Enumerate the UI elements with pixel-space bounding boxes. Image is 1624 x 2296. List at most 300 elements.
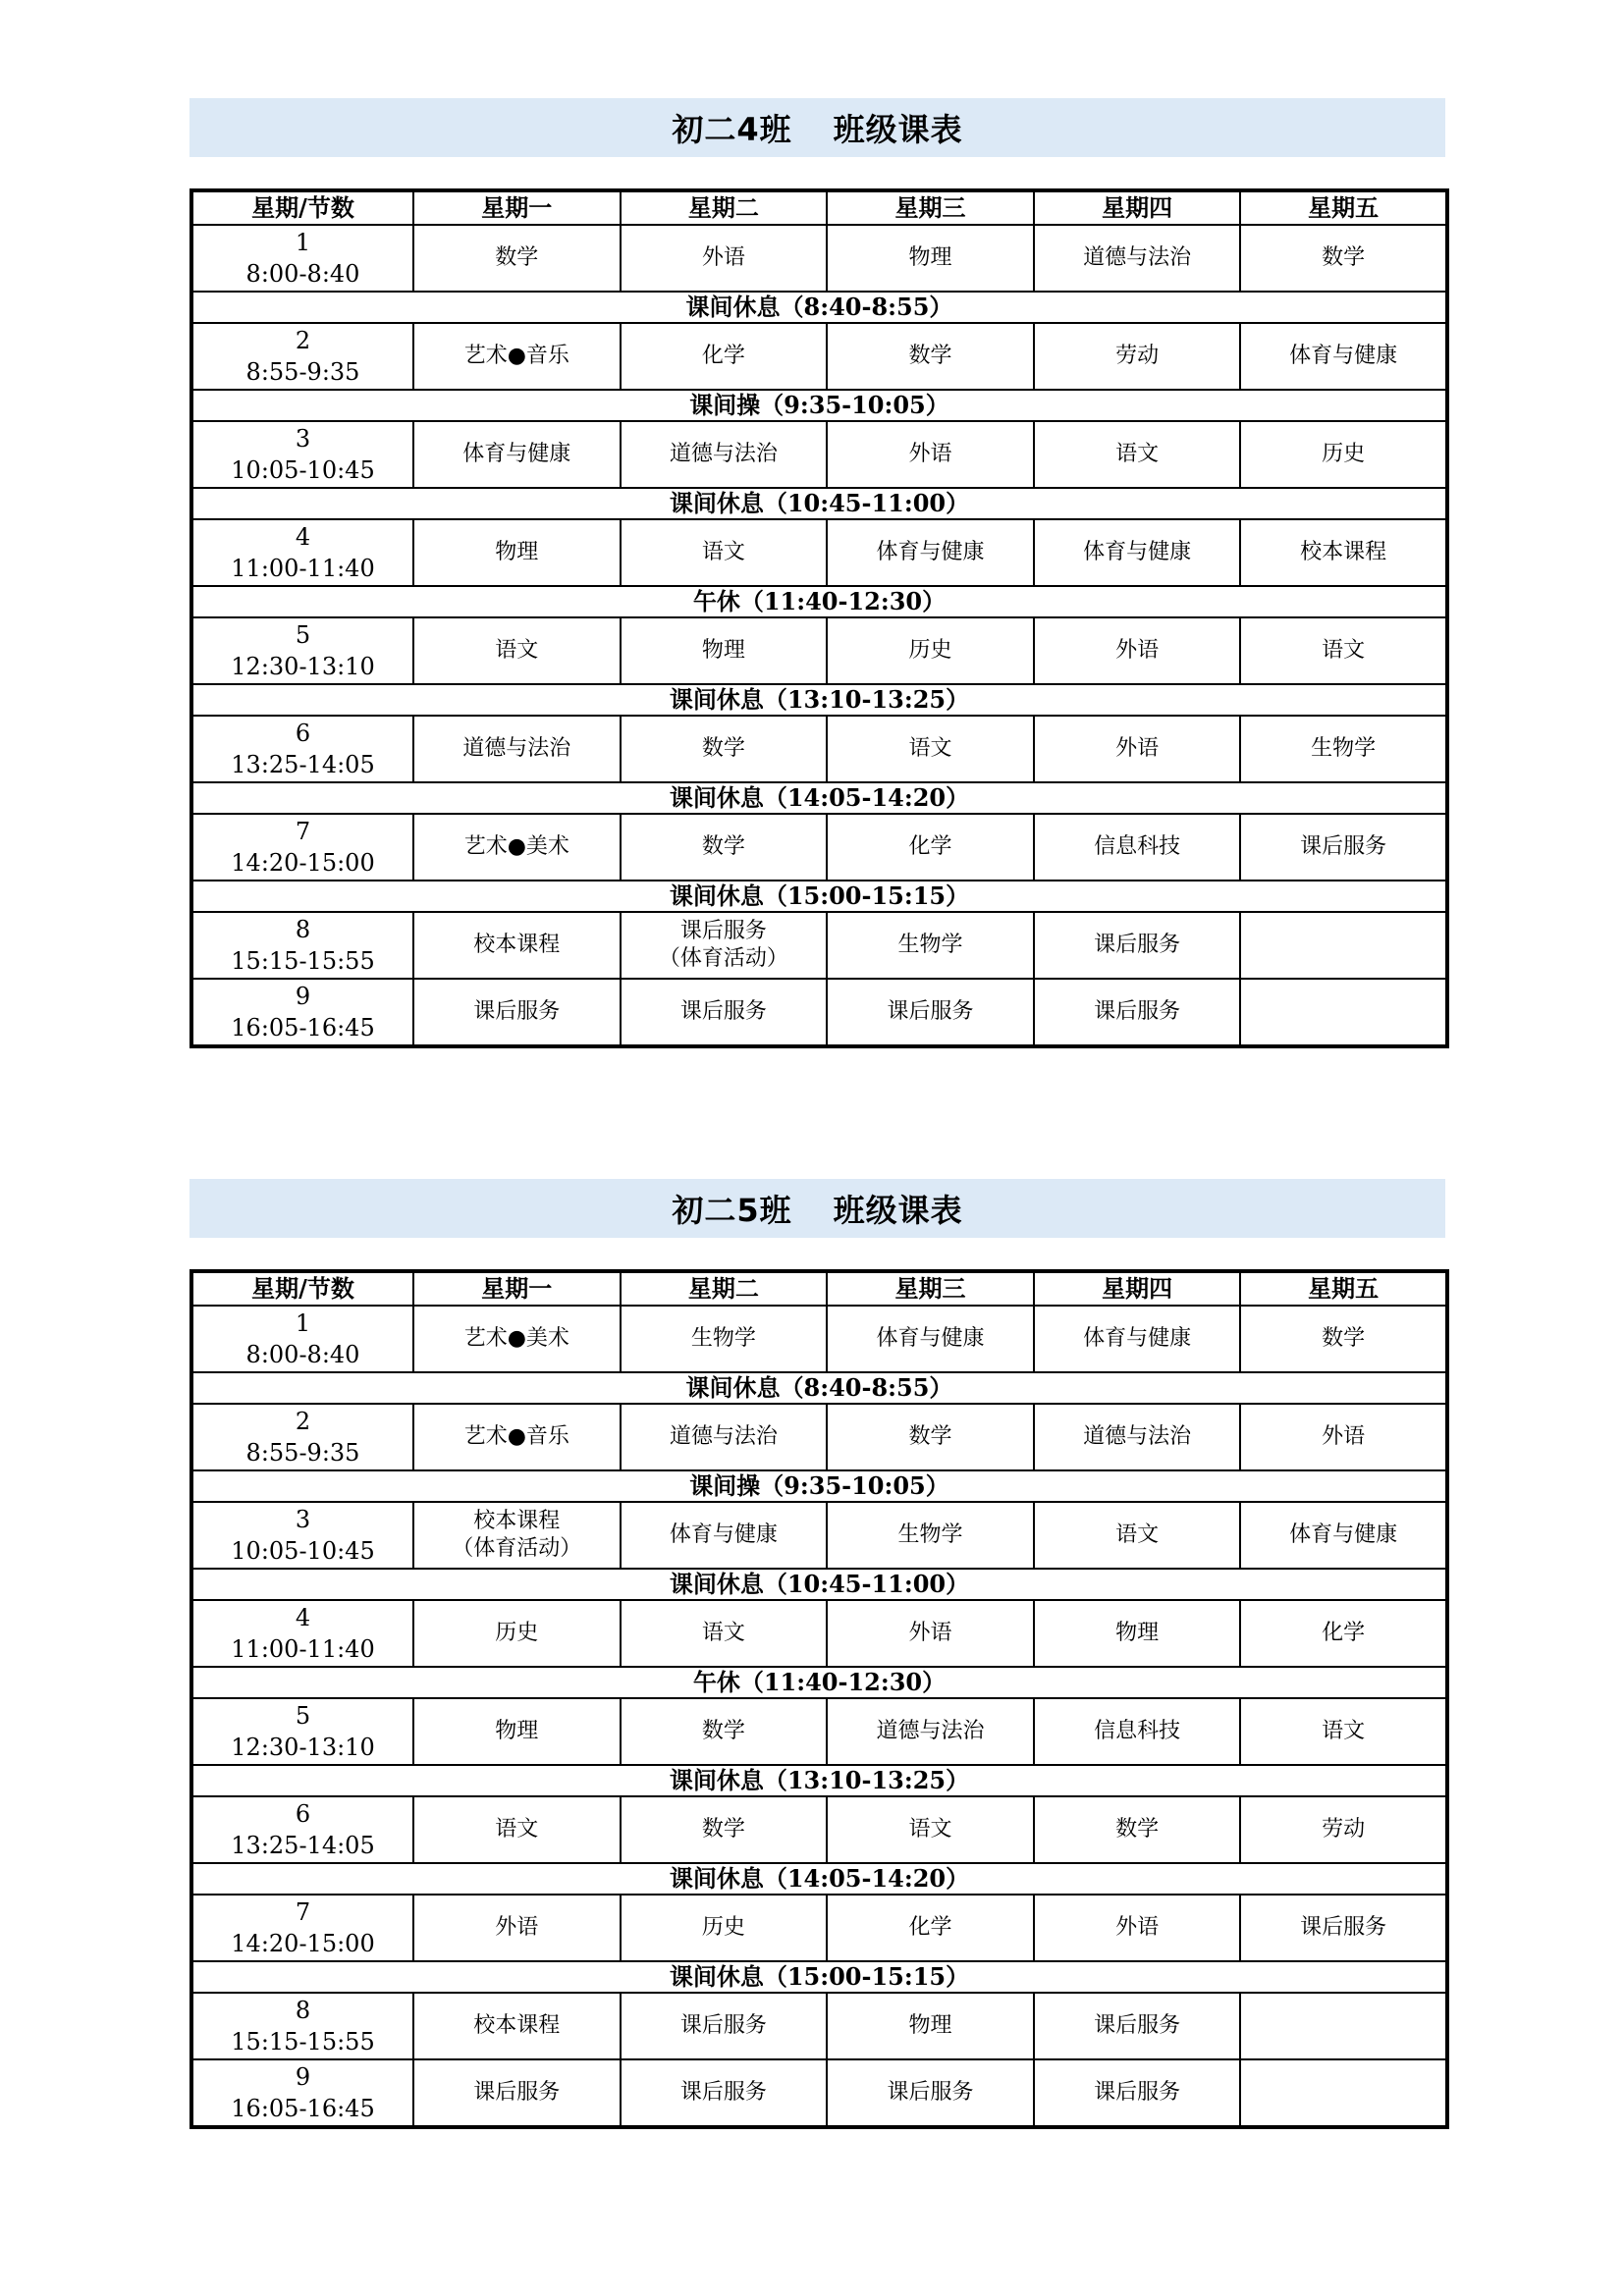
subject-text: 生物学 [897, 1522, 963, 1547]
period-number: 4 [295, 523, 311, 551]
subject-text: 信息科技 [1094, 1719, 1181, 1743]
subject-cell [621, 814, 828, 881]
break-row [191, 881, 1447, 912]
subject-cell [413, 323, 621, 390]
subject-text: 数学 [1115, 1817, 1160, 1842]
period-number: 2 [295, 1408, 311, 1435]
subject-text: 劳动 [1322, 1817, 1366, 1842]
period-time: 8:00-8:40 [245, 1341, 360, 1368]
subject-text: 课后服务 [1300, 1915, 1387, 1940]
period-number: 7 [295, 1898, 311, 1926]
period-number: 3 [295, 425, 311, 453]
period-cell [191, 519, 413, 586]
subject-cell [1034, 2059, 1241, 2127]
break-row [191, 1372, 1447, 1404]
subject-text: 物理 [1115, 1621, 1160, 1645]
subject-cell [621, 716, 828, 782]
subject-cell [413, 1404, 621, 1470]
subject-text: 艺术●美术 [463, 834, 569, 859]
subject-text: 外语 [1322, 1424, 1366, 1449]
subject-cell [1034, 617, 1241, 684]
subject-text: 课后服务 [1094, 933, 1181, 957]
period-number: 5 [295, 621, 311, 649]
schedule-class-4 [189, 98, 1445, 1048]
subject-text: 化学 [1322, 1621, 1366, 1645]
period-row [191, 979, 1447, 1046]
period-row [191, 1502, 1447, 1569]
subject-cell [1240, 1600, 1447, 1667]
break-label: 课间操（9:35-10:05） [191, 1470, 1447, 1502]
header-cell-wednesday: 星期三 [827, 190, 1034, 225]
subject-text: 艺术●美术 [463, 1326, 569, 1351]
subject-cell [1240, 421, 1447, 488]
subject-cell [1240, 2059, 1447, 2127]
subject-text: 语文 [701, 1621, 745, 1645]
subject-cell [1240, 716, 1447, 782]
subject-text: 物理 [495, 540, 539, 564]
subject-text: 语文 [908, 736, 952, 761]
period-cell [191, 617, 413, 684]
period-time: 16:05-16:45 [231, 1014, 375, 1041]
subject-cell [1240, 1993, 1447, 2059]
subject-cell [413, 1600, 621, 1667]
break-row [191, 1863, 1447, 1895]
subject-text: 外语 [495, 1915, 539, 1940]
subject-cell [1034, 225, 1241, 292]
period-time: 10:05-10:45 [231, 456, 375, 484]
break-row [191, 292, 1447, 323]
subject-text: 语文 [495, 1817, 539, 1842]
subject-text: 体育与健康 [1289, 1522, 1398, 1547]
break-label: 课间休息（13:10-13:25） [191, 684, 1447, 716]
subject-cell [413, 716, 621, 782]
subject-cell [1034, 1698, 1241, 1765]
subject-text: 数学 [908, 344, 952, 368]
subject-cell [413, 1698, 621, 1765]
period-row [191, 716, 1447, 782]
subject-text: 外语 [908, 442, 952, 466]
break-row [191, 1470, 1447, 1502]
period-cell [191, 225, 413, 292]
class-name: 初二4班 [672, 111, 792, 148]
period-cell [191, 912, 413, 979]
subject-cell [1240, 225, 1447, 292]
period-time: 10:05-10:45 [231, 1537, 375, 1565]
subject-text: 课后服务 [1300, 834, 1387, 859]
subject-cell [827, 979, 1034, 1046]
subject-text: 化学 [701, 344, 745, 368]
schedule-title [189, 1179, 1445, 1238]
subject-text: 体育与健康 [876, 1326, 985, 1351]
subject-cell [413, 912, 621, 979]
break-row [191, 1765, 1447, 1796]
timetable [189, 188, 1449, 1048]
header-cell-thursday: 星期四 [1034, 190, 1241, 225]
period-number: 8 [295, 1997, 311, 2024]
subject-cell [621, 1796, 828, 1863]
period-number: 5 [295, 1702, 311, 1730]
period-time: 11:00-11:40 [231, 555, 375, 582]
period-time: 16:05-16:45 [231, 2095, 375, 2122]
subject-cell [621, 323, 828, 390]
period-number: 1 [295, 1309, 311, 1337]
subject-text: 课后服务 [887, 999, 974, 1024]
subject-cell [621, 979, 828, 1046]
subject-cell [827, 421, 1034, 488]
subject-text: 生物学 [897, 933, 963, 957]
header-cell-friday: 星期五 [1240, 190, 1447, 225]
subject-text: 数学 [701, 834, 745, 859]
period-row [191, 1796, 1447, 1863]
subject-cell [1034, 519, 1241, 586]
subject-cell [1034, 1993, 1241, 2059]
period-cell [191, 421, 413, 488]
subject-text: 外语 [701, 245, 745, 270]
subject-text: 道德与法治 [1083, 1424, 1192, 1449]
break-label: 课间休息（15:00-15:15） [191, 881, 1447, 912]
timetable-body [191, 1306, 1447, 2127]
period-row [191, 421, 1447, 488]
subject-text: 道德与法治 [669, 442, 778, 466]
timetable [189, 1269, 1449, 2129]
header-cell-wednesday: 星期三 [827, 1271, 1034, 1306]
subject-text: 体育与健康 [1083, 1326, 1192, 1351]
subject-text: 数学 [701, 1719, 745, 1743]
header-cell-monday: 星期一 [413, 190, 621, 225]
period-cell [191, 716, 413, 782]
subject-text: 课后服务 [1094, 2080, 1181, 2105]
subject-text: 艺术●音乐 [463, 344, 569, 368]
subject-text: 体育与健康 [1289, 344, 1398, 368]
subject-text: 校本课程 [473, 1509, 561, 1533]
subject-text: 数学 [908, 1424, 952, 1449]
subject-cell [827, 225, 1034, 292]
subject-text: 道德与法治 [876, 1719, 985, 1743]
subject-cell [413, 1895, 621, 1961]
header-cell-monday: 星期一 [413, 1271, 621, 1306]
subject-text: 校本课程 [473, 933, 561, 957]
subject-cell [413, 519, 621, 586]
header-row [191, 1271, 1447, 1306]
header-row [191, 190, 1447, 225]
period-number: 4 [295, 1604, 311, 1631]
subject-cell [621, 617, 828, 684]
subject-text: 校本课程 [1300, 540, 1387, 564]
period-row [191, 1404, 1447, 1470]
break-row [191, 1961, 1447, 1993]
period-number: 9 [295, 2063, 311, 2091]
subject-cell [413, 225, 621, 292]
subject-text: 外语 [1115, 1915, 1160, 1940]
subject-cell [1034, 814, 1241, 881]
header-cell-tuesday: 星期二 [621, 190, 828, 225]
period-time: 14:20-15:00 [231, 849, 375, 877]
period-number: 7 [295, 818, 311, 845]
schedule-title [189, 98, 1445, 157]
subject-text: 外语 [1115, 638, 1160, 663]
subject-text: 数学 [1322, 245, 1366, 270]
subject-cell [1034, 323, 1241, 390]
subject-text: 历史 [495, 1621, 539, 1645]
subject-cell [1240, 1502, 1447, 1569]
subject-cell [621, 912, 828, 979]
period-cell [191, 1306, 413, 1372]
subject-text: 艺术●音乐 [463, 1424, 569, 1449]
break-row [191, 782, 1447, 814]
subject-cell [621, 1895, 828, 1961]
subject-text: 课后服务 [1094, 999, 1181, 1024]
period-row [191, 617, 1447, 684]
subject-cell [621, 2059, 828, 2127]
period-row [191, 323, 1447, 390]
period-time: 14:20-15:00 [231, 1930, 375, 1957]
header-cell-friday: 星期五 [1240, 1271, 1447, 1306]
subject-cell [413, 2059, 621, 2127]
break-row [191, 684, 1447, 716]
subject-cell [1240, 1404, 1447, 1470]
period-time: 13:25-14:05 [231, 1832, 375, 1859]
subject-text: 劳动 [1115, 344, 1160, 368]
subject-cell [621, 1698, 828, 1765]
subject-text: 道德与法治 [669, 1424, 778, 1449]
subject-text: 体育与健康 [876, 540, 985, 564]
subject-text: （体育活动） [658, 946, 788, 971]
subject-cell [1034, 1796, 1241, 1863]
period-time: 12:30-13:10 [231, 653, 375, 680]
subject-cell [1240, 1796, 1447, 1863]
period-cell [191, 814, 413, 881]
subject-cell [827, 814, 1034, 881]
period-row [191, 1993, 1447, 2059]
subject-text: 外语 [908, 1621, 952, 1645]
subject-cell [413, 1502, 621, 1569]
subject-text: 外语 [1115, 736, 1160, 761]
break-row [191, 1667, 1447, 1698]
subject-text: 数学 [495, 245, 539, 270]
subject-text: 课后服务 [679, 999, 767, 1024]
subject-text: 体育与健康 [1083, 540, 1192, 564]
subject-text: 信息科技 [1094, 834, 1181, 859]
period-row [191, 519, 1447, 586]
subject-cell [1240, 323, 1447, 390]
period-time: 8:55-9:35 [245, 1439, 360, 1467]
break-label: 午休（11:40-12:30） [191, 586, 1447, 617]
period-time: 15:15-15:55 [231, 947, 375, 975]
subject-text: 体育与健康 [462, 442, 571, 466]
subject-cell [827, 1600, 1034, 1667]
break-row [191, 390, 1447, 421]
subject-cell [1240, 1895, 1447, 1961]
subject-text: 生物学 [690, 1326, 756, 1351]
subject-cell [413, 979, 621, 1046]
subject-cell [621, 1993, 828, 2059]
subject-text: 语文 [1115, 1522, 1160, 1547]
subject-cell [1034, 1404, 1241, 1470]
period-time: 12:30-13:10 [231, 1734, 375, 1761]
subject-cell [413, 1306, 621, 1372]
subject-cell [827, 1796, 1034, 1863]
break-label: 课间休息（10:45-11:00） [191, 1569, 1447, 1600]
break-row [191, 1569, 1447, 1600]
subject-text: 道德与法治 [1083, 245, 1192, 270]
period-row [191, 225, 1447, 292]
subject-text: （体育活动） [452, 1536, 582, 1561]
subject-cell [1240, 814, 1447, 881]
period-row [191, 1698, 1447, 1765]
subject-cell [827, 912, 1034, 979]
period-number: 9 [295, 983, 311, 1010]
subject-cell [1034, 1895, 1241, 1961]
period-number: 3 [295, 1506, 311, 1533]
period-cell [191, 323, 413, 390]
period-cell [191, 1993, 413, 2059]
subject-text: 语文 [495, 638, 539, 663]
subject-cell [827, 716, 1034, 782]
period-cell [191, 1698, 413, 1765]
subject-cell [1034, 979, 1241, 1046]
subject-cell [621, 1306, 828, 1372]
header-cell-period: 星期/节数 [191, 1271, 413, 1306]
subject-text: 语文 [1322, 638, 1366, 663]
subject-text: 语文 [1115, 442, 1160, 466]
period-number: 8 [295, 916, 311, 943]
period-number: 6 [295, 720, 311, 747]
class-name: 初二5班 [672, 1192, 792, 1229]
subject-cell [1034, 912, 1241, 979]
subject-cell [827, 1404, 1034, 1470]
subject-text: 数学 [1322, 1326, 1366, 1351]
break-label: 课间休息（14:05-14:20） [191, 1863, 1447, 1895]
period-cell [191, 2059, 413, 2127]
subject-cell [1240, 519, 1447, 586]
subject-cell [413, 814, 621, 881]
period-time: 8:55-9:35 [245, 358, 360, 386]
timetable-body [191, 225, 1447, 1046]
period-number: 6 [295, 1800, 311, 1828]
period-row [191, 912, 1447, 979]
subject-text: 校本课程 [473, 2013, 561, 2038]
subject-cell [1240, 1306, 1447, 1372]
break-label: 课间休息（10:45-11:00） [191, 488, 1447, 519]
break-row [191, 586, 1447, 617]
period-row [191, 1600, 1447, 1667]
subject-text: 课后服务 [473, 999, 561, 1024]
subject-text: 数学 [701, 736, 745, 761]
subject-text: 物理 [908, 2013, 952, 2038]
period-cell [191, 1502, 413, 1569]
subject-text: 语文 [701, 540, 745, 564]
subject-text: 化学 [908, 834, 952, 859]
period-row [191, 1895, 1447, 1961]
subject-text: 课后服务 [887, 2080, 974, 2105]
period-time: 15:15-15:55 [231, 2028, 375, 2056]
subject-cell [621, 1502, 828, 1569]
subject-cell [413, 617, 621, 684]
break-label: 课间休息（15:00-15:15） [191, 1961, 1447, 1993]
subject-text: 体育与健康 [669, 1522, 778, 1547]
period-time: 11:00-11:40 [231, 1635, 375, 1663]
period-row [191, 2059, 1447, 2127]
subject-cell [827, 1698, 1034, 1765]
break-label: 课间休息（8:40-8:55） [191, 1372, 1447, 1404]
period-cell [191, 1796, 413, 1863]
subject-text: 历史 [701, 1915, 745, 1940]
subject-cell [827, 519, 1034, 586]
period-cell [191, 979, 413, 1046]
subject-text: 课后服务 [679, 2013, 767, 2038]
subject-text: 课后服务 [473, 2080, 561, 2105]
period-row [191, 814, 1447, 881]
subject-cell [413, 1993, 621, 2059]
subject-cell [827, 2059, 1034, 2127]
subject-cell [1034, 1600, 1241, 1667]
break-row [191, 488, 1447, 519]
subject-cell [827, 1502, 1034, 1569]
title-suffix: 班级课表 [833, 111, 963, 148]
subject-cell [1034, 1502, 1241, 1569]
period-row [191, 1306, 1447, 1372]
period-cell [191, 1404, 413, 1470]
subject-text: 课后服务 [1094, 2013, 1181, 2038]
break-label: 课间操（9:35-10:05） [191, 390, 1447, 421]
header-cell-tuesday: 星期二 [621, 1271, 828, 1306]
period-cell [191, 1600, 413, 1667]
subject-cell [827, 1993, 1034, 2059]
subject-text: 语文 [908, 1817, 952, 1842]
break-label: 课间休息（8:40-8:55） [191, 292, 1447, 323]
subject-cell [827, 323, 1034, 390]
subject-cell [1034, 716, 1241, 782]
subject-text: 物理 [701, 638, 745, 663]
subject-cell [621, 225, 828, 292]
period-time: 13:25-14:05 [231, 751, 375, 778]
period-cell [191, 1895, 413, 1961]
subject-cell [621, 1404, 828, 1470]
subject-cell [1240, 617, 1447, 684]
break-label: 课间休息（13:10-13:25） [191, 1765, 1447, 1796]
subject-text: 课后服务 [679, 2080, 767, 2105]
subject-cell [1240, 912, 1447, 979]
break-label: 午休（11:40-12:30） [191, 1667, 1447, 1698]
period-number: 2 [295, 327, 311, 354]
subject-cell [621, 1600, 828, 1667]
subject-text: 物理 [908, 245, 952, 270]
subject-cell [1034, 1306, 1241, 1372]
subject-text: 语文 [1322, 1719, 1366, 1743]
subject-cell [1240, 979, 1447, 1046]
subject-cell [827, 1306, 1034, 1372]
subject-text: 生物学 [1311, 736, 1377, 761]
header-cell-thursday: 星期四 [1034, 1271, 1241, 1306]
subject-text: 历史 [908, 638, 952, 663]
title-suffix: 班级课表 [833, 1192, 963, 1229]
subject-cell [827, 1895, 1034, 1961]
subject-text: 物理 [495, 1719, 539, 1743]
subject-cell [1240, 1698, 1447, 1765]
subject-text: 道德与法治 [462, 736, 571, 761]
header-cell-period: 星期/节数 [191, 190, 413, 225]
subject-cell [413, 1796, 621, 1863]
period-number: 1 [295, 229, 311, 256]
subject-cell [413, 421, 621, 488]
subject-cell [1034, 421, 1241, 488]
period-time: 8:00-8:40 [245, 260, 360, 288]
subject-text: 数学 [701, 1817, 745, 1842]
subject-cell [621, 421, 828, 488]
subject-cell [621, 519, 828, 586]
break-label: 课间休息（14:05-14:20） [191, 782, 1447, 814]
subject-cell [827, 617, 1034, 684]
